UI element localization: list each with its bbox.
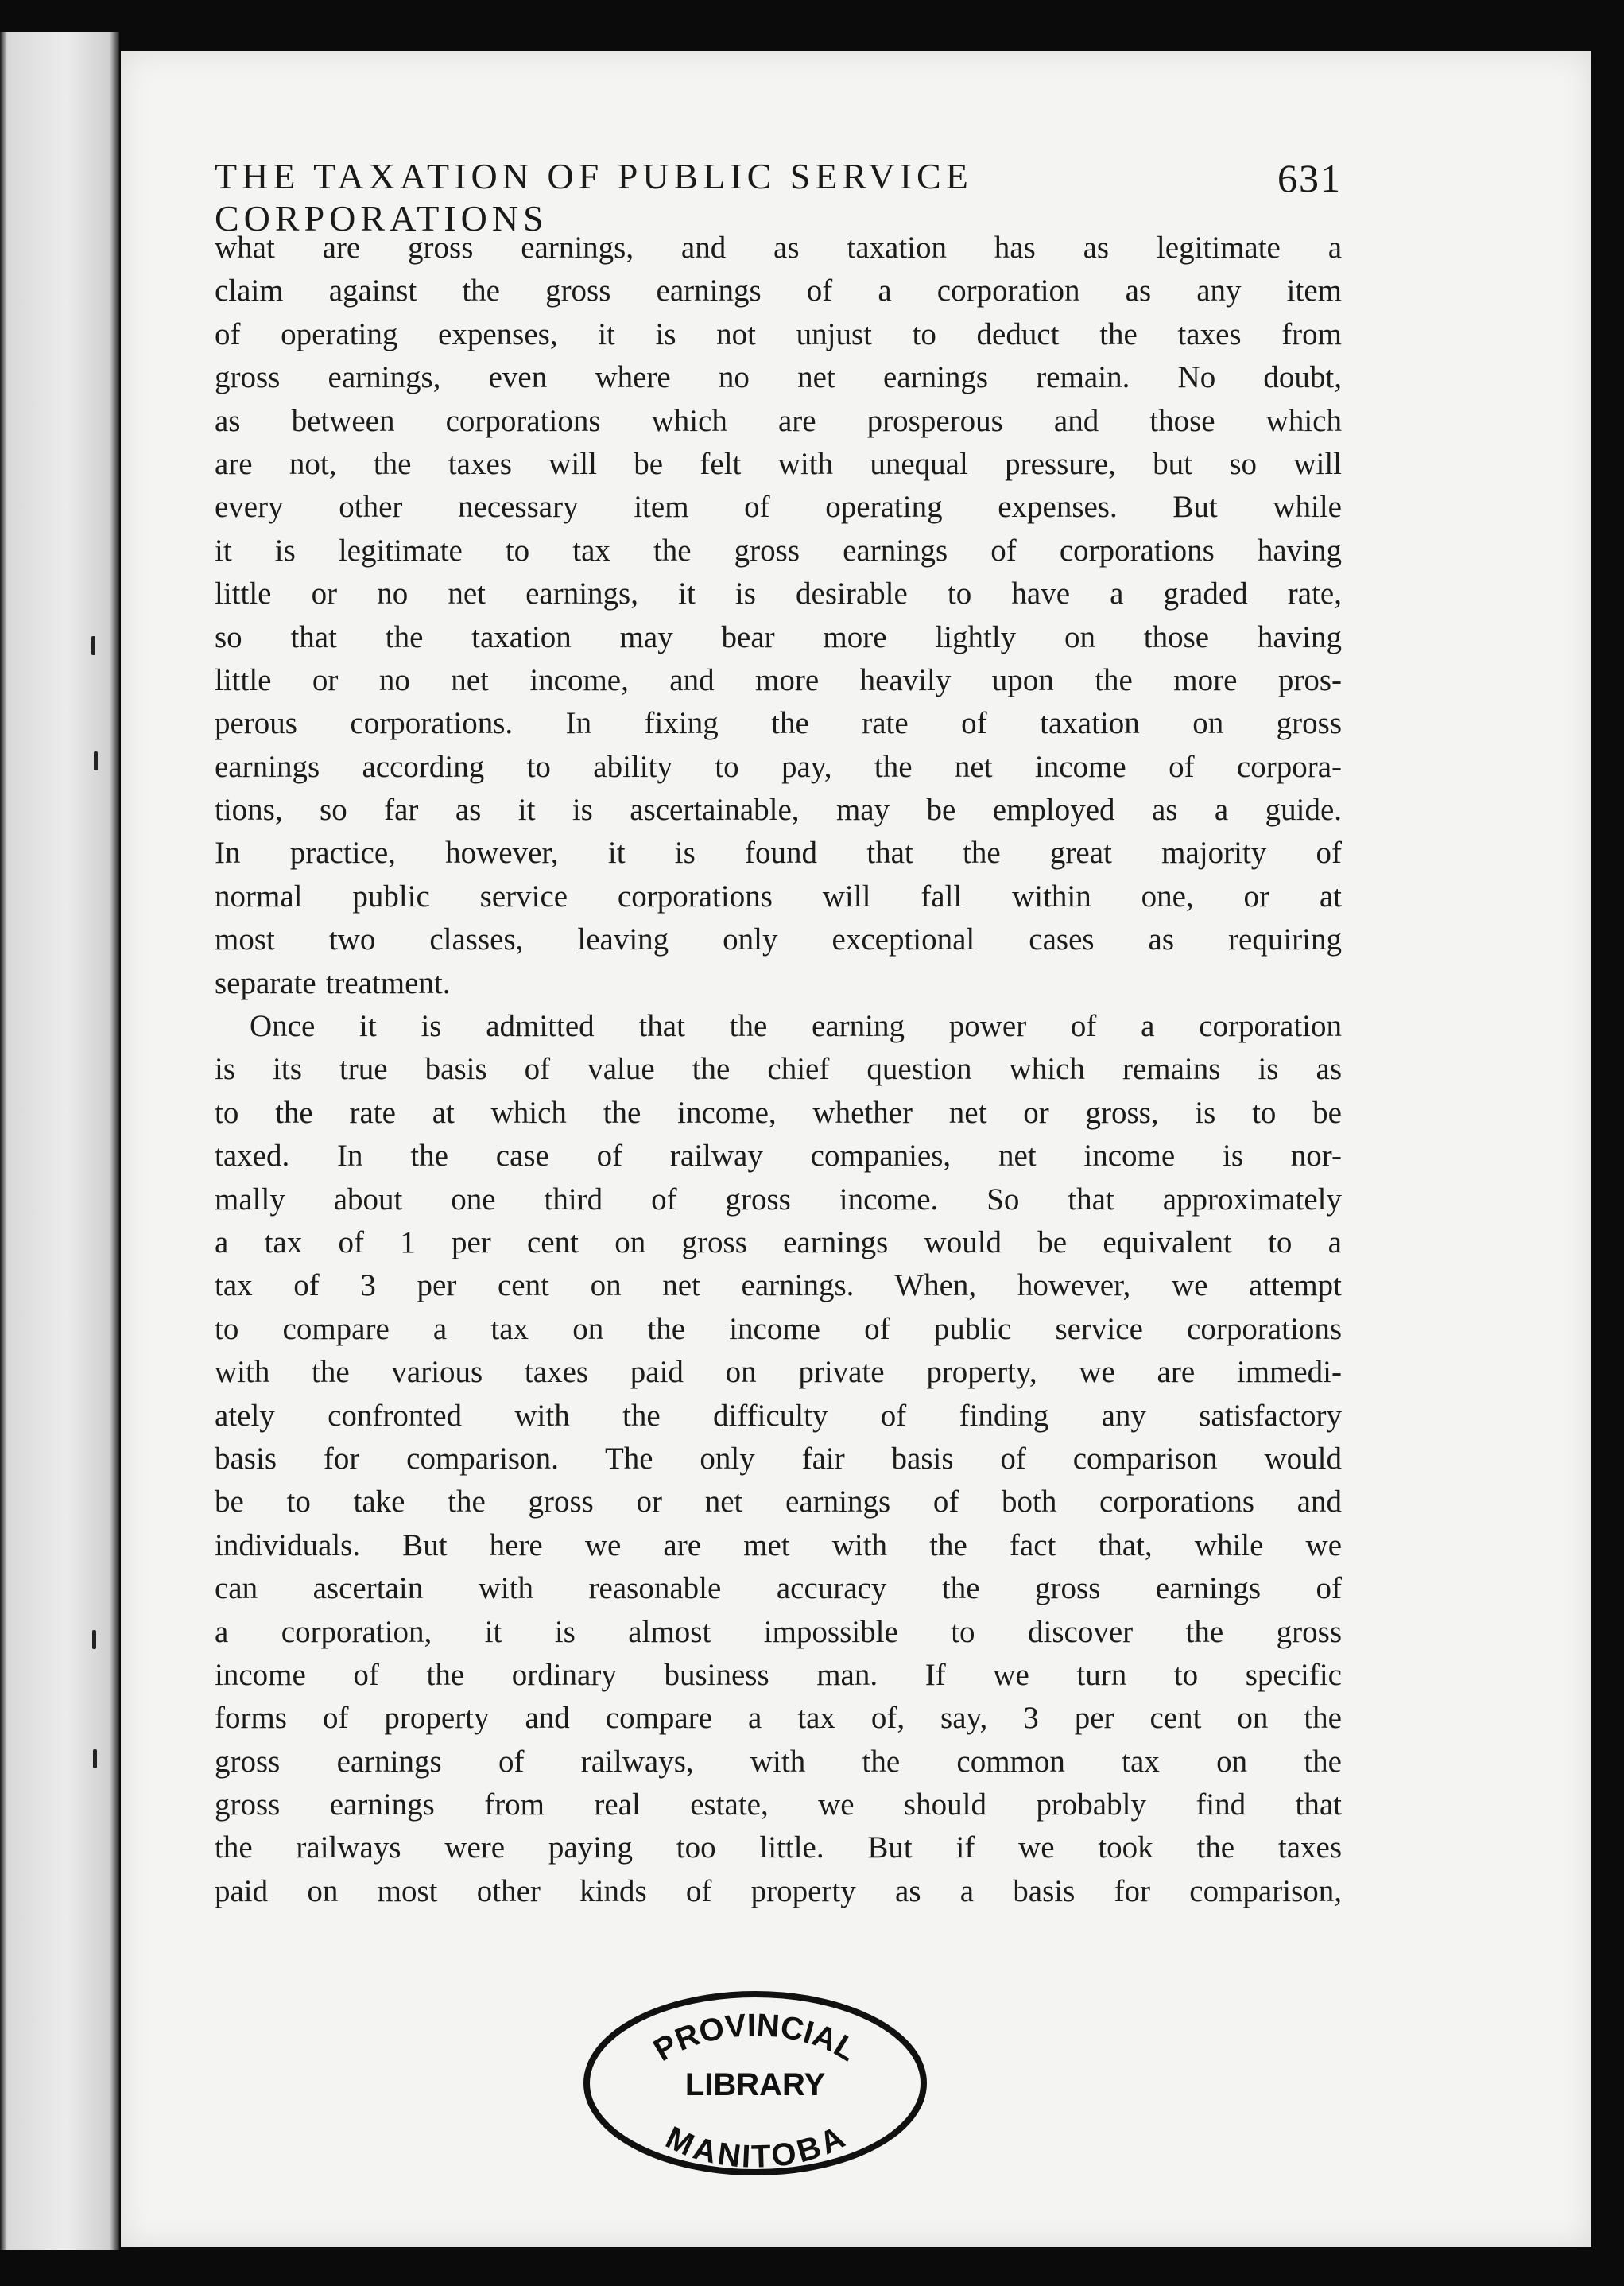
text-line: income of the ordinary business man. If we turn to specific (215, 1657, 1342, 1692)
text-line: to the rate at which the income, whether net or gross, is to be (215, 1095, 1342, 1130)
text-line: basis for comparison. The only fair basis of comparison would (215, 1441, 1342, 1476)
text-line: earnings according to ability to pay, the net income of corpora- (215, 749, 1342, 784)
text-line: In practice, however, it is found that the great majority of (215, 836, 1342, 871)
text-line: individuals. But here we are met with the fact that, while we (215, 1527, 1342, 1562)
text-line: the railways were paying too little. But if we took the taxes (215, 1830, 1342, 1865)
text-line: a tax of 1 per cent on gross earnings would be equivalent to a (215, 1225, 1342, 1259)
text-line: can ascertain with reasonable accuracy the gross earnings of (215, 1571, 1342, 1606)
text-line: so that the taxation may bear more lightly on those having (215, 619, 1342, 654)
text-line: taxed. In the case of railway companies, net income is nor- (215, 1139, 1342, 1174)
text-line: of operating expenses, it is not unjust to deduct the taxes from (215, 316, 1342, 351)
text-line: normal public service corporations will fall within one, or at (215, 879, 1342, 914)
text-line: tax of 3 per cent on net earnings. When, however, we attempt (215, 1268, 1342, 1303)
running-head-title: THE TAXATION OF PUBLIC SERVICE CORPORATIONS (215, 156, 973, 239)
text-line: forms of property and compare a tax of, say, 3 per cent on the (215, 1701, 1342, 1736)
library-stamp (580, 1988, 930, 2179)
text-line: be to take the gross or net earnings of both corporations and (215, 1485, 1342, 1519)
text-line: a corporation, it is almost impossible to discover the gross (215, 1614, 1342, 1649)
previous-page-edge (0, 32, 119, 2250)
text-line: most two classes, leaving only exceptional cases as requiring (215, 922, 1342, 957)
text-line: every other necessary item of operating expenses. But while (215, 490, 1342, 525)
text-line: claim against the gross earnings of a corporation as any item (215, 274, 1342, 309)
text-line: tions, so far as it is ascertainable, may be employed as a guide. (215, 793, 1342, 828)
text-line: what are gross earnings, and as taxation has as legitimate a (215, 231, 1342, 265)
stamp-text-middle: LIBRARY (684, 2067, 826, 2102)
text-line: are not, the taxes will be felt with unequal pressure, but so will (215, 446, 1342, 481)
text-line: with the various taxes paid on private property, we are immedi- (215, 1355, 1342, 1390)
text-line: to compare a tax on the income of public service corporations (215, 1311, 1342, 1346)
text-line: gross earnings of railways, with the common tax on the (215, 1744, 1342, 1779)
text-line: gross earnings from real estate, we should probably find that (215, 1787, 1342, 1822)
text-line: it is legitimate to tax the gross earnings of corporations having (215, 533, 1342, 568)
paragraph-start-line: Once it is admitted that the earning power of a corporation (250, 1009, 1342, 1044)
text-line: little or no net income, and more heavily upon the more pros- (215, 662, 1342, 697)
margin-mark (93, 1749, 97, 1768)
text-line: paid on most other kinds of property as a basis for comparison, (215, 1873, 1342, 1908)
margin-mark (92, 1630, 96, 1649)
text-line: as between corporations which are prosperous and those which (215, 403, 1342, 438)
text-line: perous corporations. In fixing the rate of taxation on gross (215, 706, 1342, 741)
margin-mark (91, 636, 95, 655)
page-number: 631 (1277, 156, 1342, 200)
margin-mark (94, 751, 98, 770)
text-line: little or no net earnings, it is desirable to have a graded rate, (215, 576, 1342, 611)
stamp-text-top: PROVINCIAL (647, 2007, 863, 2069)
body-text (215, 227, 1342, 1913)
text-line: ately confronted with the difficulty of finding any satisfactory (215, 1398, 1342, 1433)
stamp-text-bottom: MANITOBA (660, 2120, 851, 2175)
paragraph-end-line: separate treatment. (215, 965, 451, 1000)
text-line: is its true basis of value the chief question which remains is as (215, 1052, 1342, 1087)
text-line: mally about one third of gross income. So that approximately (215, 1182, 1342, 1217)
text-line: gross earnings, even where no net earnings remain. No doubt, (215, 360, 1342, 395)
